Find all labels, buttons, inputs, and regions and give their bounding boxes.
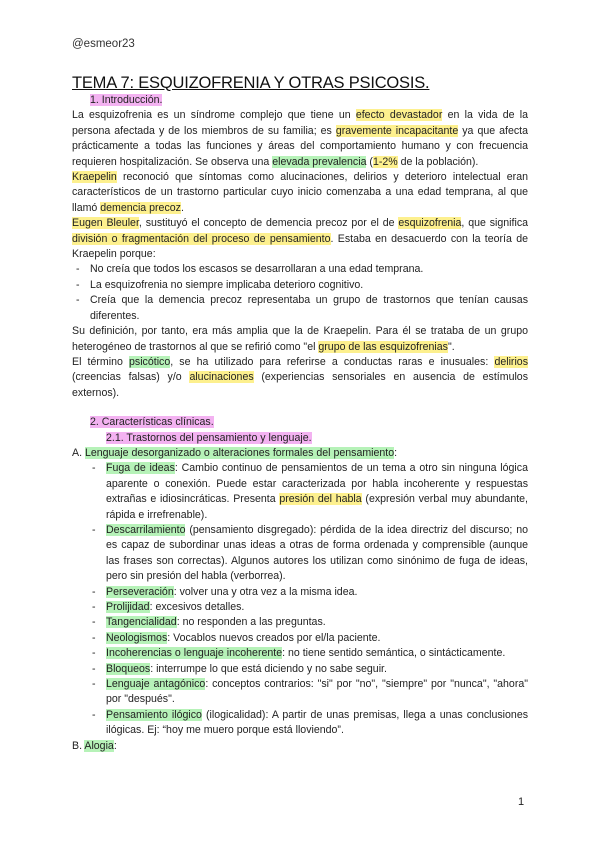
page-title: TEMA 7: ESQUIZOFRENIA Y OTRAS PSICOSIS. (72, 74, 430, 92)
list-item: - No creía que todos los escasos se desarrollaran a una edad temprana. (72, 262, 528, 277)
list-item: - Neologismos: Vocablos nuevos creados por el/la paciente. (88, 631, 528, 646)
paragraph-bleuler: Eugen Bleuler, sustituyó el concepto de demencia precoz por el de esquizofrenia, que significa división o fragmentación del proceso de pensamiento. Estaba en desacuerdo con la teoría de Kraepelin porque: (72, 217, 529, 261)
list-item: - La esquizofrenia no siempre implicaba deterioro cognitivo. (72, 278, 528, 293)
list-item: - Perseveración: volver una y otra vez a la misma idea. (88, 585, 528, 600)
list-item: - Creía que la demencia precoz representaba un grupo de trastornos que tenían causas diferentes. (72, 293, 528, 324)
document-body (72, 93, 528, 754)
thought-disorder-list (88, 461, 528, 738)
paragraph-psicotico: El término psicótico, se ha utilizado para referirse a conductas raras e inusuales: delirios (creencias falsas) y/o alucinaciones (experiencias sensoriales en ausencia de estímulos externos). (72, 355, 528, 399)
author-handle: @esmeor23 (72, 38, 135, 50)
list-item: - Pensamiento ilógico (ilogicalidad): A partir de unas premisas, llega a unas conclusiones ilógicas. Ej: “hoy me muero porque está lloviendo”. (88, 708, 528, 739)
subsection-heading-trastornos: 2.1. Trastornos del pensamiento y lenguaje. (106, 431, 312, 444)
section-b-heading: B. Alogia: (72, 739, 117, 752)
paragraph-kraepelin: Kraepelin reconoció que síntomas como alucinaciones, delirios y deterioro intelectual eran característicos de un trastorno particular cuyo inicio comenzaba a una edad temprana, al que llamó demencia precoz. (72, 171, 528, 214)
list-item: - Fuga de ideas: Cambio continuo de pensamientos de un tema a otro sin ninguna lógica aparente o conexión. Puede estar caracterizada por habla incoherente y respuestas extrañas e idiosincráticas. Presenta presión del habla (expresión verbal muy abundante, rápida e irrefrenable). (88, 461, 528, 523)
list-item: - Prolijidad: excesivos detalles. (88, 600, 528, 615)
list-item: - Tangencialidad: no responden a las preguntas. (88, 615, 528, 630)
heading-highlight: 1. Introducción. (90, 94, 163, 106)
list-item: - Bloqueos: interrumpe lo que está diciendo y no sabe seguir. (88, 662, 528, 677)
list-item: - Descarrilamiento (pensamiento disgregado): pérdida de la idea directriz del discurso; no es capaz de subordinar unas ideas a otras de forma ordenada y comprensible (aunque las frases son correctas). Algunos autores los utilizan como sinónimo de fuga de ideas, pero sin presión del habla (verborrea). (88, 523, 528, 585)
page-number: 1 (518, 796, 525, 808)
section-a-heading: A. Lenguaje desorganizado o alteraciones formales del pensamiento: (72, 446, 398, 459)
list-item: - Lenguaje antagónico: conceptos contrarios: "si" por "no", "siempre" por "nunca", "ahora" por "después". (88, 677, 528, 708)
paragraph-definicion: Su definición, por tanto, era más amplia que la de Kraepelin. Para él se trataba de un grupo heterogéneo de trastornos al que se refirió como "el grupo de las esquizofrenias". (72, 325, 528, 353)
section-heading-introduccion (90, 93, 528, 108)
list-item: - Incoherencias o lenguaje incoherente: no tiene sentido semántica, o sintácticamente. (88, 646, 528, 661)
section-heading-caracteristicas: 2. Características clínicas. (90, 416, 214, 429)
bleuler-reasons-list (72, 262, 528, 324)
paragraph-intro: La esquizofrenia es un síndrome complejo que tiene un efecto devastador en la vida de la persona afectada y de los miembros de su familia; es gravemente incapacitante ya que afecta prácticamente a todas las funciones y áreas del comportamiento humano y con frecuencia requieren hospitalización. Se observa una elevada prevalencia (1-2% de la población). (72, 109, 529, 168)
